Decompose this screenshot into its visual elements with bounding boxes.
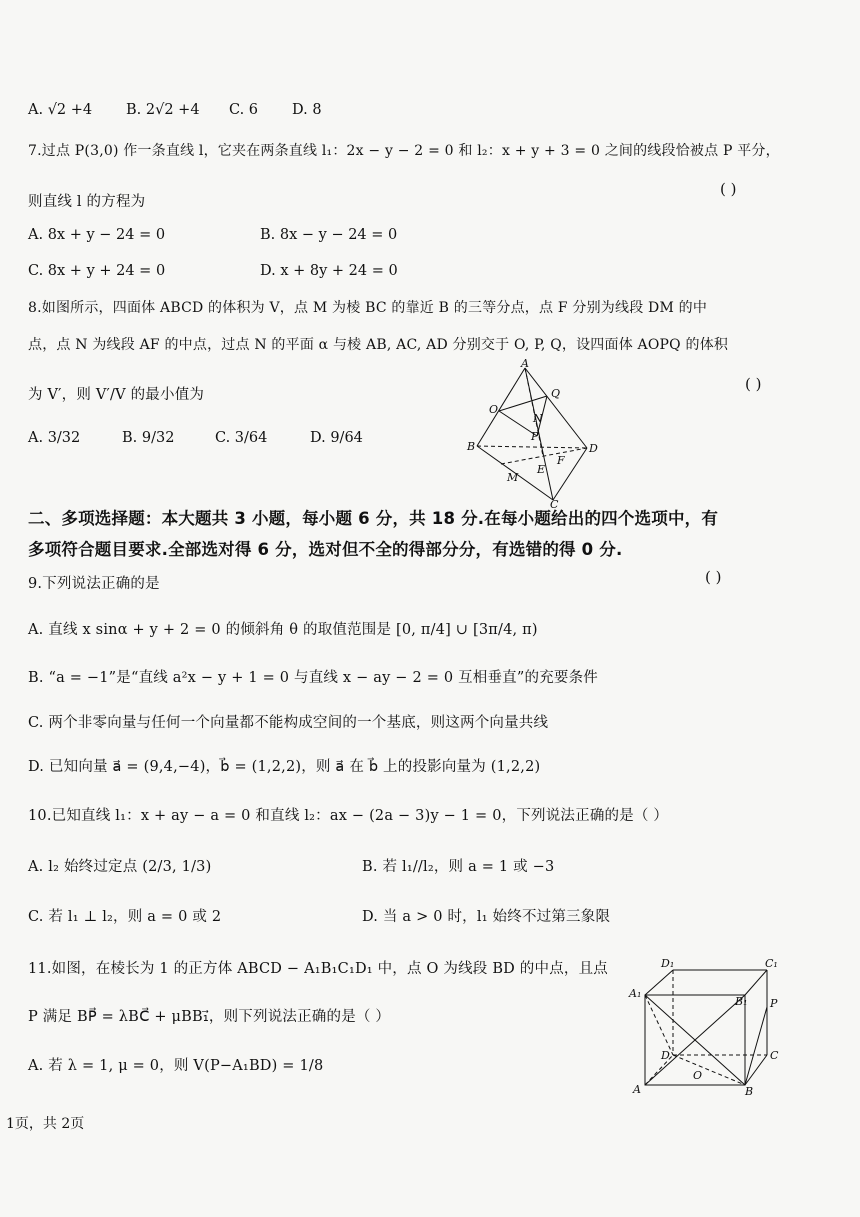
page-footer: 1页，共 2页	[6, 1116, 85, 1132]
fig11-label-a: A	[633, 1083, 641, 1095]
tetrahedron-figure	[465, 358, 615, 508]
fig8-label-d: D	[589, 442, 598, 455]
q8-option-a: A. 3/32	[28, 430, 81, 446]
fig11-label-b1: B₁	[735, 995, 748, 1008]
q10-stem: 10.已知直线 l₁：x + ay − a = 0 和直线 l₂：ax − (2a − 3)y − 1 = 0，下列说法正确的是（ ）	[28, 808, 669, 824]
fig8-label-f: F	[557, 454, 565, 467]
q8-option-d: D. 9/64	[310, 430, 363, 446]
section2-heading-line2: 多项符合题目要求.全部选对得 6 分，选对但不全的得部分分，有选错的得 0 分.	[28, 540, 623, 559]
q10-option-b: B. 若 l₁//l₂，则 a = 1 或 −3	[362, 859, 555, 875]
q8-option-b: B. 9/32	[122, 430, 175, 446]
fig8-label-b: B	[467, 440, 476, 453]
q11-stem-line2: P 满足 BP⃗ = λBC⃗ + μBB₁⃗，则下列说法正确的是（ ）	[28, 1009, 391, 1025]
cube-figure	[625, 955, 785, 1095]
q9-option-a: A. 直线 x sinα + y + 2 = 0 的倾斜角 θ 的取值范围是 [0, π/4] ∪ [3π/4, π)	[28, 622, 538, 638]
fig8-label-o: O	[489, 403, 499, 416]
q7-option-d: D. x + 8y + 24 = 0	[260, 263, 398, 279]
q9-option-c: C. 两个非零向量与任何一个向量都不能构成空间的一个基底，则这两个向量共线	[28, 715, 549, 731]
q9-option-d: D. 已知向量 a⃗ = (9,4,−4)，b⃗ = (1,2,2)，则 a⃗ 在 b⃗ 上的投影向量为 (1,2,2)	[28, 759, 541, 775]
q6-option-a: A. √2 +4	[28, 102, 93, 118]
q10-option-d: D. 当 a > 0 时，l₁ 始终不过第三象限	[362, 909, 611, 925]
fig8-label-n: N	[533, 412, 543, 425]
q7-answer-paren: ( )	[720, 180, 737, 198]
q9-stem: 9.下列说法正确的是	[28, 576, 160, 592]
q8-stem-line2: 点，点 N 为线段 AF 的中点，过点 N 的平面 α 与棱 AB, AC, AD 分别交于 O, P, Q，设四面体 AOPQ 的体积	[28, 337, 729, 353]
fig8-label-e: E	[537, 463, 546, 476]
q9-option-b: B. “a = −1”是“直线 a²x − y + 1 = 0 与直线 x − ay − 2 = 0 互相垂直”的充要条件	[28, 670, 598, 686]
q10-option-c: C. 若 l₁ ⊥ l₂，则 a = 0 或 2	[28, 909, 222, 925]
fig11-label-c: C	[770, 1049, 779, 1062]
fig8-label-q: Q	[551, 387, 561, 400]
fig8-label-c: C	[550, 498, 559, 508]
section2-heading-line1: 二、多项选择题：本大题共 3 小题，每小题 6 分，共 18 分.在每小题给出的四个选项中，有	[28, 509, 719, 528]
fig11-label-o: O	[693, 1069, 703, 1082]
fig8-label-a: A	[521, 358, 529, 370]
fig11-label-c1: C₁	[765, 957, 778, 970]
fig11-label-p: P	[770, 997, 778, 1010]
q8-stem-line3: 为 V′，则 V′/V 的最小值为	[28, 387, 205, 403]
q11-stem-line1: 11.如图，在棱长为 1 的正方体 ABCD − A₁B₁C₁D₁ 中，点 O 为线段 BD 的中点，且点	[28, 961, 609, 977]
fig11-label-a1: A₁	[629, 987, 642, 1000]
q8-option-c: C. 3/64	[215, 430, 268, 446]
q9-answer-paren: ( )	[705, 568, 722, 586]
q6-option-c: C. 6	[229, 102, 259, 118]
q8-stem-line1: 8.如图所示，四面体 ABCD 的体积为 V，点 M 为棱 BC 的靠近 B 的三等分点，点 F 分别为线段 DM 的中	[28, 300, 708, 316]
q7-option-b: B. 8x − y − 24 = 0	[260, 227, 398, 243]
q7-stem-line1: 7.过点 P(3,0) 作一条直线 l，它夹在两条直线 l₁：2x − y − 2 = 0 和 l₂：x + y + 3 = 0 之间的线段恰被点 P 平分，	[28, 143, 780, 159]
q7-stem-line2: 则直线 l 的方程为	[28, 194, 146, 210]
fig8-label-m: M	[507, 471, 519, 484]
q8-answer-paren: ( )	[745, 375, 762, 393]
fig8-label-p: P	[531, 430, 539, 443]
q6-option-b: B. 2√2 +4	[126, 102, 200, 118]
fig11-label-d: D	[661, 1049, 670, 1062]
fig11-label-d1: D₁	[661, 957, 675, 970]
q10-option-a: A. l₂ 始终过定点 (2/3, 1/3)	[28, 859, 212, 875]
q11-option-a: A. 若 λ = 1, μ = 0，则 V(P−A₁BD) = 1/8	[28, 1058, 324, 1074]
fig11-label-b: B	[745, 1085, 754, 1095]
q6-option-d: D. 8	[292, 102, 322, 118]
q7-option-a: A. 8x + y − 24 = 0	[28, 227, 166, 243]
q7-option-c: C. 8x + y + 24 = 0	[28, 263, 166, 279]
